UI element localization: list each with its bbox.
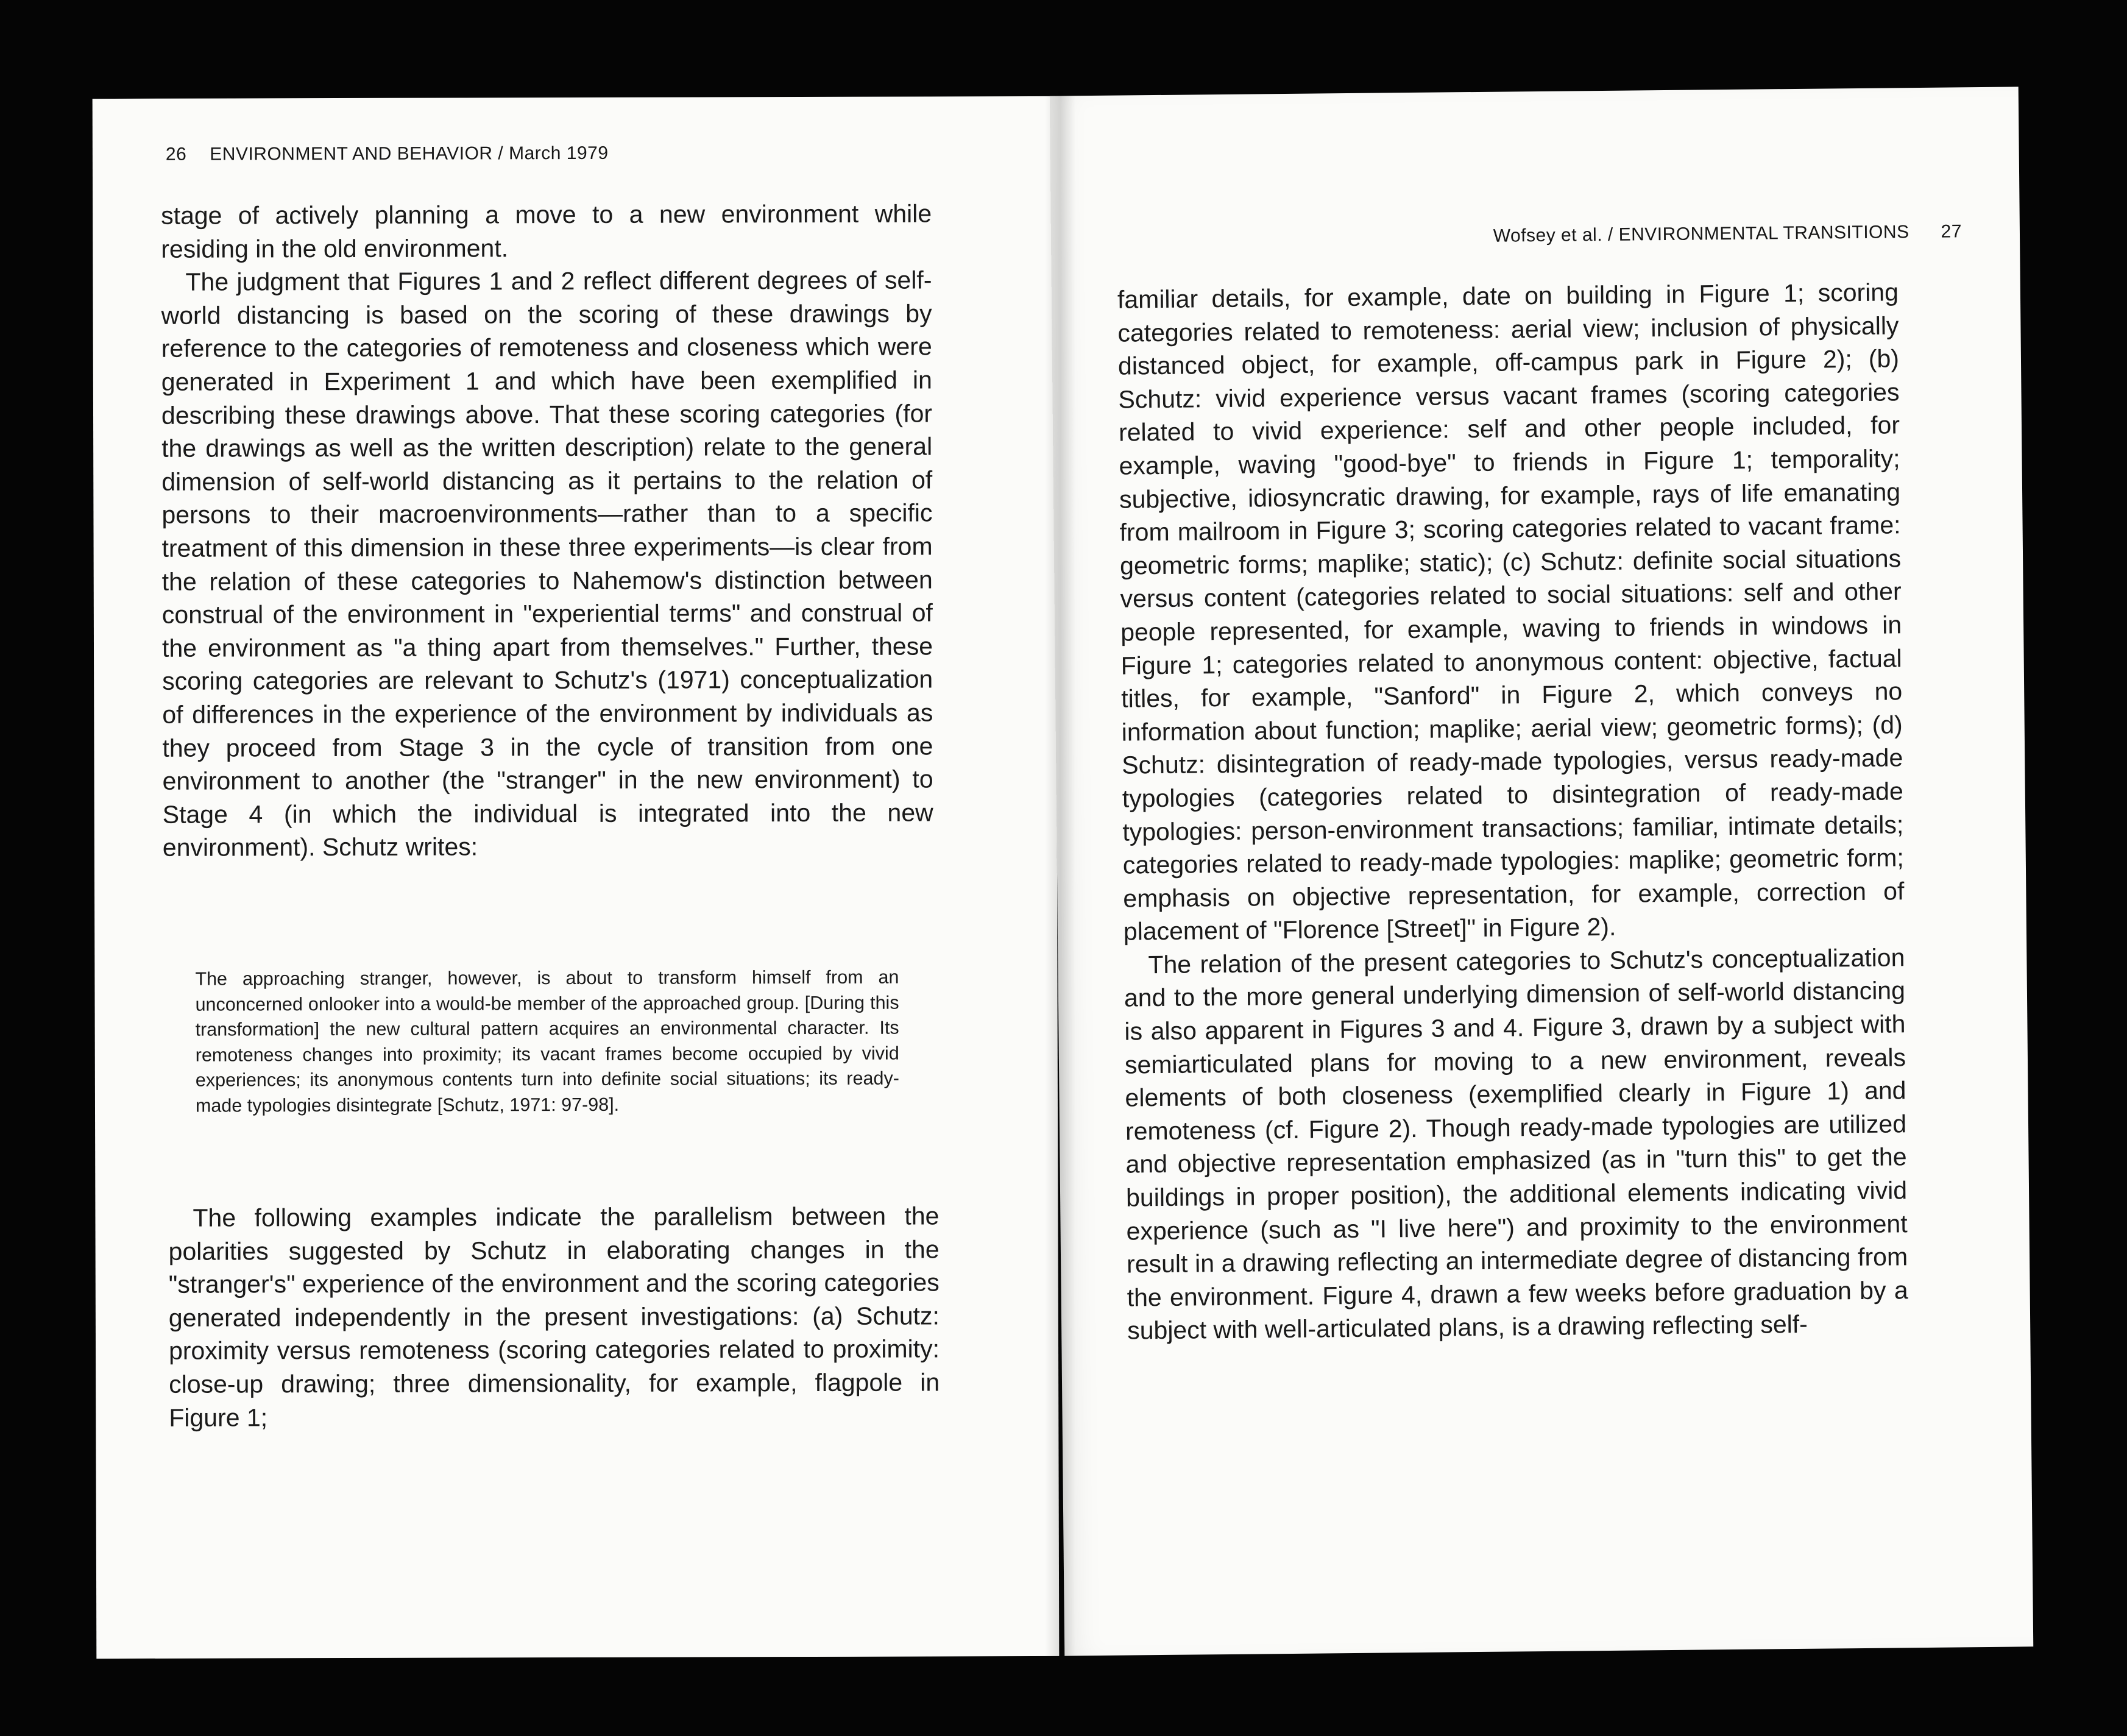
left-paragraph-2: The judgment that Figures 1 and 2 reflect different degrees of self-world distancing is based on the scoring of these drawings by reference to the categories of remoteness and closeness which were generated in Experiment 1 and which have been exemplified in describing these drawings above. That these scoring categories (for the drawings as well as the written description) relate to the general dimension of self-world distancing as it pertains to the relation of persons to their macroenvironments—rather than to a specific treatment of this dimension in these three experiments—is clear from the relation of these categories to Nahemow's distinction between construal of the environment in "experiential terms" and construal of the environment as "a thing apart from themselves." Further, these scoring categories are relevant to Schutz's (1971) conceptualization of differences in the experience of the environment by individuals as they proceed from Stage 3 in the cycle of transition from one environment to another (the "stranger" in the new environment) to Stage 4 (in which the individual is integrated into the new environment). Schutz writes: (161, 266, 933, 862)
right-running-head (1493, 221, 1962, 246)
left-page (93, 96, 1060, 1659)
left-body-top (161, 197, 933, 864)
schutz-block-quote: The approaching stranger, however, is about to transform himself from an unconcerned onlooker into a would-be member of the approached group. [During this transformation] the new cultural pattern acquires an environmental character. Its remoteness changes into proximity; its vacant frames become occupied by vivid experiences; its anonymous contents turn into definite social situations; its ready-made typologies disintegrate [Schutz, 1971: 97-98]. (195, 966, 899, 1116)
left-running-head-title: ENVIRONMENT AND BEHAVIOR / March 1979 (210, 143, 609, 165)
left-paragraph-1: stage of actively planning a move to a new environment while residing in the old environment. (161, 199, 932, 263)
left-paragraph-3: The following examples indicate the parallelism between the polarities suggested by Schutz in elaborating changes in the "stranger's" experience of the environment and the scoring categories generated independently in the present investigations: (a) Schutz: proximity versus remoteness (scoring categories related to proximity: close-up drawing; three dimensionality, for example, flagpole in Figure 1; (168, 1202, 940, 1432)
left-body-bottom (168, 1199, 940, 1434)
right-paragraph-1: familiar details, for example, date on building in Figure 1; scoring categories related to remoteness: aerial view; inclusion of physically distanced object, for example, off-campus park in Figure 2); (b) Schutz: vivid experience versus vacant frames (scoring categories related to vivid experience: self and other people included, for example, waving "good-bye" to friends in Figure 1; temporality; subjective, idiosyncratic drawing, for example, rays of life emanating from mailroom in Figure 3; scoring categories related to vacant frame: geometric forms; maplike; static); (c) Schutz: definite social situations versus content (categories related to social situations: self and other people represented, for example, waving to friends in windows in Figure 1; categories related to anonymous content: objective, factual titles, for example, "Sanford" in Figure 2, which conveys no information about function; maplike; aerial view; geometric forms); (d) Schutz: disintegration of ready-made typologies, versus ready-made typologies (categories related to disintegration of ready-made typologies: person-environment transactions; familiar, intimate details; categories related to ready-made typologies: maplike; geometric form; emphasis on objective representation, for example, correction of placement of "Florence [Street]" in Figure 2). (1117, 278, 1905, 946)
right-paragraph-2: The relation of the present categories to Schutz's conceptualization and to the more general underlying dimension of self-world distancing is also apparent in Figures 3 and 4. Figure 3, drawn by a subject with semiarticulated plans for moving to a new environment, reveals elements of both closeness (exemplified clearly in Figure 1) and remoteness (cf. Figure 2). Though ready-made typologies are utilized and objective representation emphasized (as in "turn this" to get the buildings in proper position), the additional elements indicating vivid experience (such as "I live here") and proximity to the environment result in a drawing reflecting an intermediate degree of distancing from the environment. Figure 4, drawn a few weeks before graduation by a subject with well-articulated plans, is a drawing reflecting self- (1124, 943, 1908, 1345)
left-running-head (166, 143, 609, 165)
left-page-number: 26 (165, 144, 187, 165)
right-running-head-title: Wofsey et al. / ENVIRONMENTAL TRANSITIONS (1493, 222, 1909, 246)
right-page (1050, 87, 2034, 1656)
right-body (1117, 275, 1909, 1347)
right-page-number: 27 (1941, 221, 1962, 242)
book-gutter (1045, 91, 1075, 1657)
